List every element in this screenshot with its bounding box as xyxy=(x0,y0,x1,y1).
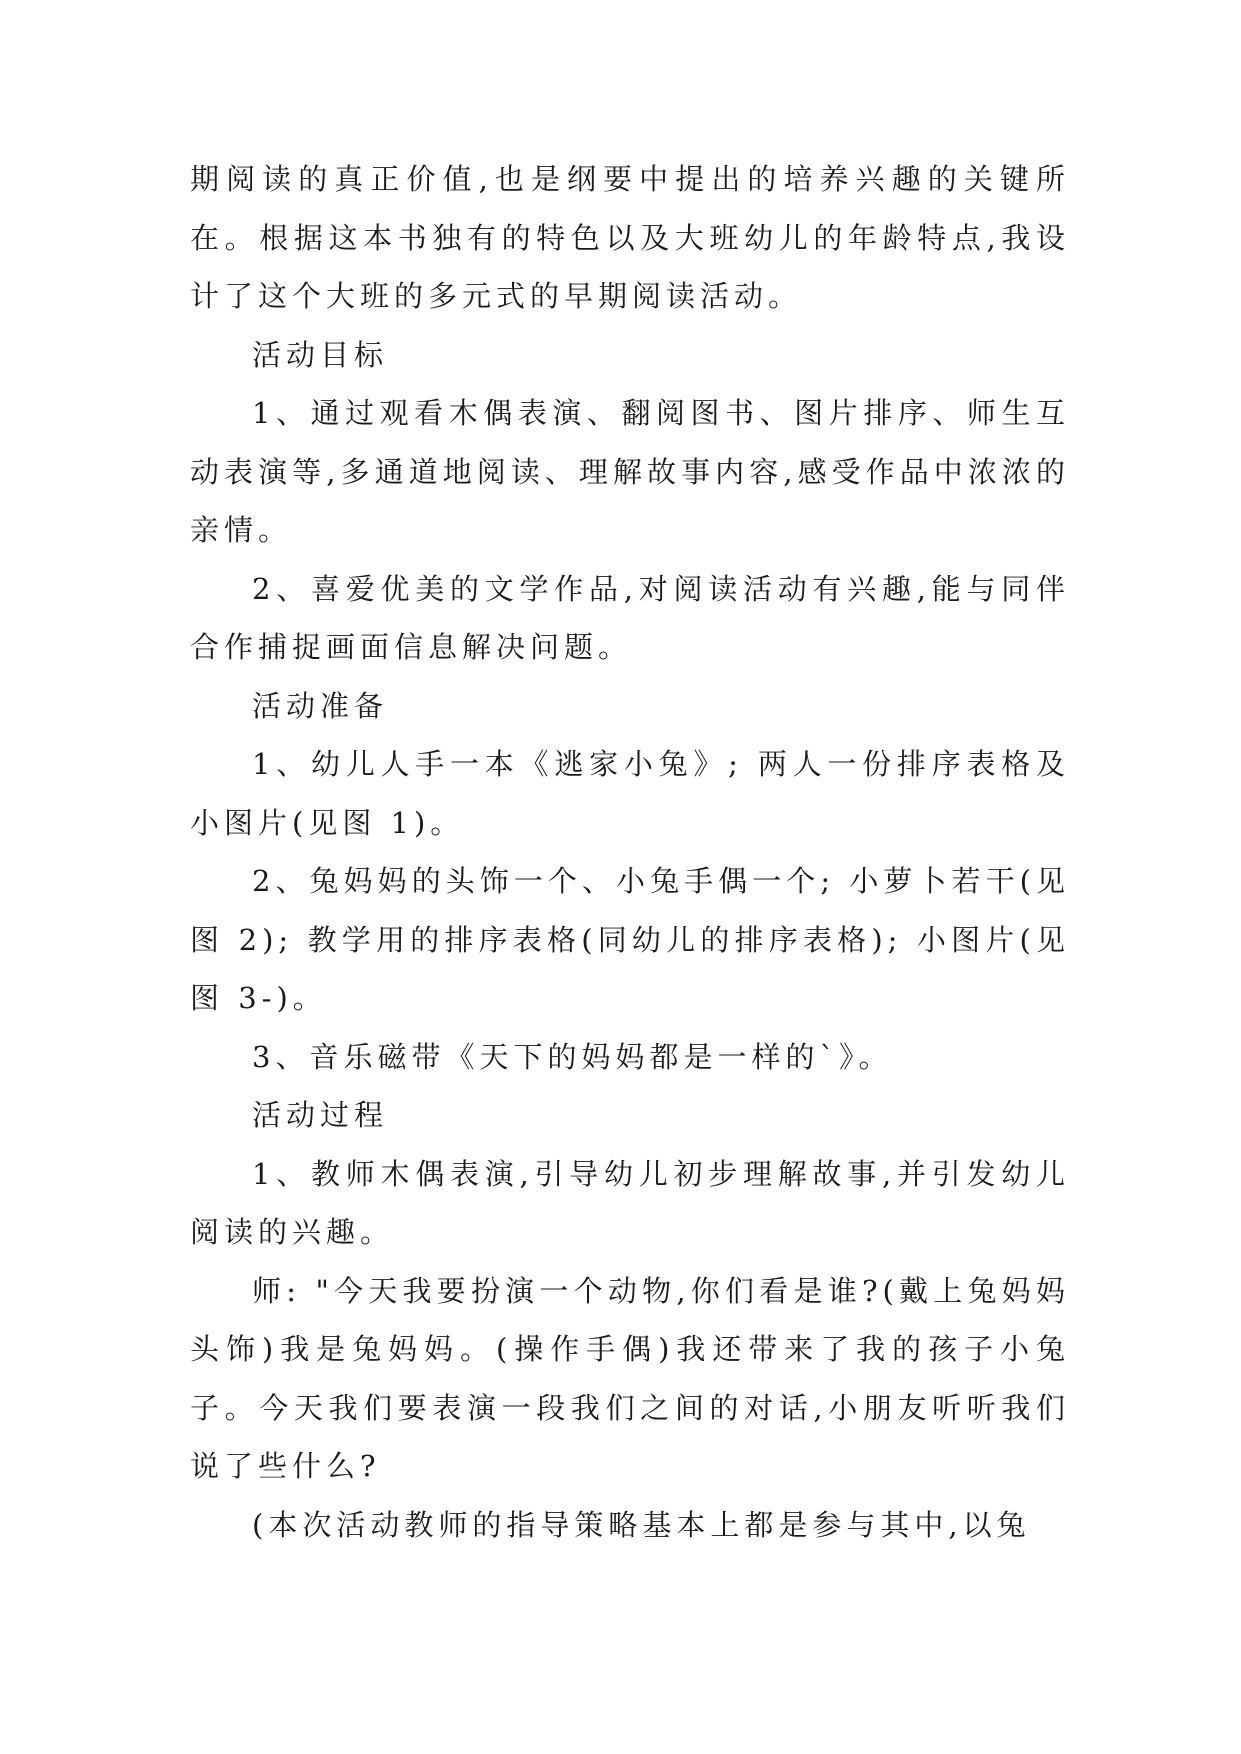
paragraph: 师: "今天我要扮演一个动物,你们看是谁?(戴上兔妈妈头饰)我是兔妈妈。(操作手偶)我还带来了我的孩子小兔子。今天我们要表演一段我们之间的对话,小朋友听听我们说了些什么? xyxy=(190,1273,1070,1483)
section-heading-process: 活动过程 xyxy=(252,1098,389,1132)
paragraph: (本次活动教师的指导策略基本上都是参与其中,以兔 xyxy=(252,1507,1031,1542)
paragraph: 1、幼儿人手一本《逃家小兔》; 两人一份排序表格及小图片(见图 1)。 xyxy=(190,747,1070,840)
paragraph: 2、兔妈妈的头饰一个、小兔手偶一个; 小萝卜若干(见图 2); 教学用的排序表格(同幼儿的排序表格); 小图片(见图 3-)。 xyxy=(190,864,1070,1015)
paragraph: 3、音乐磁带《天下的妈妈都是一样的`》。 xyxy=(252,1039,893,1074)
document-body xyxy=(190,150,1070,1554)
paragraph: 1、教师木偶表演,引导幼儿初步理解故事,并引发幼儿阅读的兴趣。 xyxy=(190,1156,1070,1249)
paragraph: 期阅读的真正价值,也是纲要中提出的培养兴趣的关键所在。根据这本书独有的特色以及大班幼儿的年龄特点,我设计了这个大班的多元式的早期阅读活动。 xyxy=(190,162,1070,313)
paragraph: 2、喜爱优美的文学作品,对阅读活动有兴趣,能与同伴合作捕捉画面信息解决问题。 xyxy=(190,571,1070,664)
paragraph: 1、通过观看木偶表演、翻阅图书、图片排序、师生互动表演等,多通道地阅读、理解故事内容,感受作品中浓浓的亲情。 xyxy=(190,396,1070,547)
section-heading-preparation: 活动准备 xyxy=(252,688,389,723)
section-heading-goals: 活动目标 xyxy=(252,337,389,372)
